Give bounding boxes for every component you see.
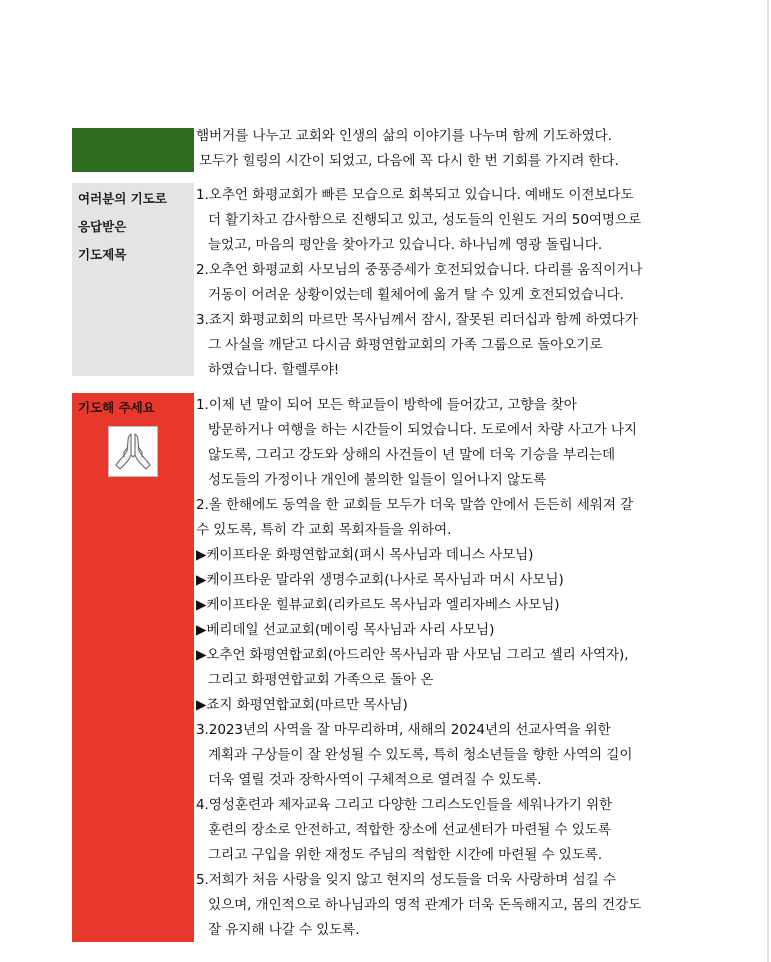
request-line: 수 있도록, 특히 각 교회 목회자들을 위하여. bbox=[196, 522, 452, 538]
request-line: 더욱 열릴 것과 장학사역이 구체적으로 열려질 수 있도록. bbox=[208, 772, 542, 788]
request-line: 성도들의 가정이나 개인에 불의한 일들이 일어나지 않도록 bbox=[208, 472, 547, 488]
answered-line: 더 활기차고 감사함으로 진행되고 있고, 성도들의 인원도 거의 50여명으로 bbox=[208, 212, 642, 228]
request-line: 3.2023년의 사역을 잘 마무리하며, 새해의 2024년의 선교사역을 위한 bbox=[196, 722, 611, 738]
green-label-bar bbox=[72, 128, 194, 172]
request-line: 계획과 구상들이 잘 완성될 수 있도록, 특히 청소년들을 향한 사역의 길이 bbox=[208, 747, 633, 763]
request-line: 그리고 구입을 위한 재정도 주님의 적합한 시간에 마련될 수 있도록. bbox=[208, 847, 603, 863]
intro-line: 햄버거를 나누고 교회와 인생의 삶의 이야기를 나누며 함께 기도하였다. bbox=[196, 128, 612, 144]
request-line: 1.이제 년 말이 되어 모든 학교들이 방학에 들어갔고, 고향을 찾아 bbox=[196, 397, 577, 413]
church-list-item: ▶케이프타운 말라위 생명수교회(나사로 목사님과 머시 사모님) bbox=[196, 572, 564, 588]
church-list-item: ▶케이프타운 힐뷰교회(리카르도 목사님과 엘리자베스 사모님) bbox=[196, 597, 560, 613]
answered-line: 거동이 어려운 상황이었는데 휠체어에 옮겨 탈 수 있게 호전되었습니다. bbox=[208, 287, 624, 303]
answered-line: 2.오추언 화평교회 사모님의 중풍증세가 호전되었습니다. 다리를 움직이거나 bbox=[196, 262, 643, 278]
prayer-requests-text bbox=[196, 393, 696, 943]
request-line: 5.저희가 처음 사랑을 잊지 않고 현지의 성도들을 더욱 사랑하며 섬길 수 bbox=[196, 872, 616, 888]
answered-prayers-section bbox=[72, 183, 694, 379]
intro-text bbox=[196, 124, 696, 174]
answered-label-bar bbox=[72, 183, 194, 376]
request-line: 훈련의 장소로 안전하고, 적합한 장소에 선교센터가 마련될 수 있도록 bbox=[208, 822, 611, 838]
church-list-item: ▶베리데일 선교교회(메이링 목사님과 사리 사모님) bbox=[196, 622, 495, 638]
church-list-item: ▶죠지 화평연합교회(마르만 목사님) bbox=[196, 697, 408, 713]
answered-label-line: 기도제목 bbox=[78, 247, 127, 262]
answered-line: 하였습니다. 할렐루야! bbox=[208, 362, 340, 378]
prayer-requests-section bbox=[72, 393, 694, 942]
intro-line: 모두가 힐링의 시간이 되었고, 다음에 꼭 다시 한 번 기회를 가지려 한다. bbox=[199, 153, 619, 169]
church-list-item: ▶케이프타운 화평연합교회(펴시 목사님과 데니스 사모님) bbox=[196, 547, 534, 563]
answered-line: 1.오추언 화평교회가 빠른 모습으로 회복되고 있습니다. 예배도 이전보다도 bbox=[196, 187, 634, 203]
requests-label: 기도해 주세요 bbox=[78, 400, 155, 415]
request-line: 그리고 화평연합교회 가족으로 돌아 온 bbox=[208, 672, 434, 688]
answered-label-line: 여러분의 기도로 bbox=[78, 191, 167, 206]
request-line: 방문하거나 여행을 하는 시간들이 되었습니다. 도로에서 차량 사고가 나지 bbox=[208, 422, 637, 438]
request-line: 있으며, 개인적으로 하나님과의 영적 관계가 더욱 돈독해지고, 몸의 건강도 bbox=[208, 897, 642, 913]
answered-line: 늘었고, 마음의 평안을 찾아가고 있습니다. 하나님께 영광 돌립니다. bbox=[208, 237, 603, 253]
answered-line: 그 사실을 깨닫고 다시금 화평연합교회의 가족 그룹으로 돌아오기로 bbox=[208, 337, 603, 353]
page-edge bbox=[767, 0, 769, 962]
intro-section bbox=[72, 123, 694, 178]
church-list-item: ▶오추언 화평연합교회(아드리안 목사님과 팜 사모님 그리고 셸리 사역자), bbox=[196, 647, 629, 663]
praying-hands-icon bbox=[108, 426, 158, 477]
request-line: 2.올 한해에도 동역을 한 교회들 모두가 더욱 말씀 안에서 든든히 세워져 갈 bbox=[196, 497, 634, 513]
answered-label-line: 응답받은 bbox=[78, 219, 127, 234]
answered-line: 3.죠지 화평교회의 마르만 목사님께서 잠시, 잘못된 리더십과 함께 하였다가 bbox=[196, 312, 638, 328]
answered-prayers-text bbox=[196, 183, 696, 383]
requests-label-bar bbox=[72, 393, 194, 942]
request-line: 않도록, 그리고 강도와 상해의 사건들이 년 말에 더욱 기승을 부리는데 bbox=[208, 447, 616, 463]
request-line: 4.영성훈련과 제자교육 그리고 다양한 그리스도인들을 세워나가기 위한 bbox=[196, 797, 613, 813]
request-line: 잘 유지해 나갈 수 있도록. bbox=[208, 922, 360, 938]
